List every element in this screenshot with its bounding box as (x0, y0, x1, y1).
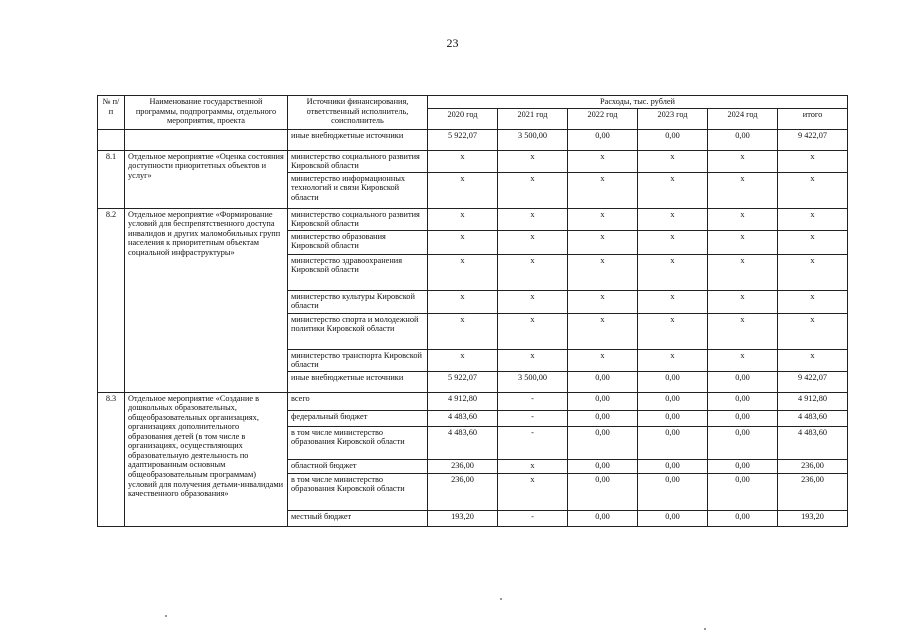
value-cell: x (638, 254, 708, 290)
value-cell: x (708, 313, 778, 349)
value-cell: 0,00 (708, 410, 778, 426)
item-name: Отдельное мероприятие «Формирование условий для беспрепятственного доступа инвалидов и других маломобильных групп населения к приоритетным объектам социальной инфраструктуры» (125, 208, 288, 392)
value-cell: 193,20 (778, 510, 848, 526)
value-cell: - (498, 510, 568, 526)
value-cell: x (638, 150, 708, 172)
value-cell: x (708, 230, 778, 254)
value-cell: 4 912,80 (428, 392, 498, 410)
value-cell: x (778, 349, 848, 371)
value-cell: 0,00 (638, 426, 708, 459)
value-cell: x (638, 172, 708, 208)
value-cell: x (428, 172, 498, 208)
value-cell: x (498, 290, 568, 313)
value-cell: 236,00 (778, 473, 848, 510)
value-cell: 4 483,60 (778, 410, 848, 426)
value-cell: x (428, 254, 498, 290)
value-cell: x (568, 349, 638, 371)
value-cell: x (568, 290, 638, 313)
value-cell: x (428, 313, 498, 349)
source-cell: иные внебюджетные источники (288, 371, 428, 392)
value-cell: 4 483,60 (428, 426, 498, 459)
value-cell: 0,00 (568, 510, 638, 526)
header-year-2023: 2023 год (638, 108, 708, 129)
value-cell: x (498, 459, 568, 473)
source-cell: областной бюджет (288, 459, 428, 473)
header-expenses: Расходы, тыс. рублей (428, 96, 848, 109)
value-cell: 193,20 (428, 510, 498, 526)
value-cell: x (428, 290, 498, 313)
value-cell: 0,00 (638, 459, 708, 473)
scan-speck (165, 615, 167, 617)
source-cell: местный бюджет (288, 510, 428, 526)
source-cell: министерство здравоохранения Кировской области (288, 254, 428, 290)
value-cell: x (638, 230, 708, 254)
item-number: 8.3 (98, 392, 125, 526)
value-cell: x (638, 349, 708, 371)
value-cell: x (568, 230, 638, 254)
value-cell: - (498, 392, 568, 410)
header-row (98, 96, 848, 109)
value-cell: 0,00 (568, 371, 638, 392)
value-cell: x (498, 254, 568, 290)
value-cell: 0,00 (708, 459, 778, 473)
value-cell: x (708, 150, 778, 172)
source-cell: министерство образования Кировской области (288, 230, 428, 254)
header-year-2024: 2024 год (708, 108, 778, 129)
value-cell: x (498, 208, 568, 230)
value-cell: x (498, 349, 568, 371)
value-cell: x (778, 254, 848, 290)
value-cell: x (708, 290, 778, 313)
value-cell: x (708, 172, 778, 208)
value-cell: 3 500,00 (498, 371, 568, 392)
source-cell: министерство социального развития Кировской области (288, 208, 428, 230)
value-cell: 4 483,60 (428, 410, 498, 426)
name-cell (125, 129, 288, 150)
source-cell: иные внебюджетные источники (288, 129, 428, 150)
item-number: 8.2 (98, 208, 125, 392)
value-cell: x (638, 313, 708, 349)
value-cell: 0,00 (638, 371, 708, 392)
value-cell: 236,00 (428, 459, 498, 473)
value-cell: x (428, 349, 498, 371)
value-cell: x (778, 208, 848, 230)
value-cell: x (778, 290, 848, 313)
header-name: Наименование государственной программы, подпрограммы, отдельного мероприятия, проекта (125, 96, 288, 130)
value-cell: x (638, 208, 708, 230)
item-number: 8.1 (98, 150, 125, 208)
value-cell: x (568, 313, 638, 349)
value-cell: 0,00 (638, 410, 708, 426)
header-year-2020: 2020 год (428, 108, 498, 129)
value-cell: 0,00 (638, 392, 708, 410)
value-cell: x (778, 172, 848, 208)
scan-speck (704, 628, 706, 630)
value-cell: 0,00 (638, 510, 708, 526)
value-cell: x (568, 150, 638, 172)
header-total: итого (778, 108, 848, 129)
item-name: Отдельное мероприятие «Оценка состояния доступности приоритетных объектов и услуг» (125, 150, 288, 208)
value-cell: x (638, 290, 708, 313)
value-cell: x (498, 172, 568, 208)
table-row (98, 392, 848, 410)
header-source: Источники финансирования, ответственный исполнитель, соисполнитель (288, 96, 428, 130)
source-cell: федеральный бюджет (288, 410, 428, 426)
value-cell: 0,00 (708, 510, 778, 526)
value-cell: x (778, 150, 848, 172)
value-cell: x (498, 230, 568, 254)
value-cell: 0,00 (708, 473, 778, 510)
value-cell: x (568, 254, 638, 290)
value-cell: x (498, 473, 568, 510)
value-cell: - (498, 410, 568, 426)
value-cell: x (778, 230, 848, 254)
value-cell: 5 922,07 (428, 371, 498, 392)
value-cell: 236,00 (778, 459, 848, 473)
source-cell: всего (288, 392, 428, 410)
value-cell: 0,00 (638, 473, 708, 510)
value-cell: x (708, 349, 778, 371)
value-cell: x (498, 150, 568, 172)
value-cell: x (708, 254, 778, 290)
value-cell: 9 422,07 (778, 371, 848, 392)
item-name: Отдельное мероприятие «Создание в дошкольных образовательных, общеобразовательных организациях, организациях дополнительного образования детей (в том числе в организациях, осуществляющих образовательную деятельность по адаптированным основным общеобразовательным программам) условий для получения детьми-инвалидами качественного образования» (125, 392, 288, 526)
scan-speck (500, 598, 502, 600)
source-cell: министерство культуры Кировской области (288, 290, 428, 313)
num-cell (98, 129, 125, 150)
value-cell: x (708, 208, 778, 230)
table-row (98, 150, 848, 172)
value-cell: 0,00 (568, 392, 638, 410)
value-cell: 5 922,07 (428, 129, 498, 150)
value-cell: x (568, 208, 638, 230)
value-cell: x (778, 313, 848, 349)
value-cell: x (428, 208, 498, 230)
value-cell: 236,00 (428, 473, 498, 510)
value-cell: x (428, 150, 498, 172)
value-cell: 0,00 (568, 459, 638, 473)
header-year-2022: 2022 год (568, 108, 638, 129)
value-cell: x (428, 230, 498, 254)
source-cell: в том числе министерство образования Кировской области (288, 426, 428, 459)
value-cell: 4 912,80 (778, 392, 848, 410)
value-cell: - (498, 426, 568, 459)
value-cell: 0,00 (708, 426, 778, 459)
header-num: № п/п (98, 96, 125, 130)
value-cell: 4 483,60 (778, 426, 848, 459)
value-cell: 0,00 (708, 392, 778, 410)
value-cell: 0,00 (568, 426, 638, 459)
value-cell: 9 422,07 (778, 129, 848, 150)
value-cell: 0,00 (708, 129, 778, 150)
source-cell: в том числе министерство образования Кировской области (288, 473, 428, 510)
value-cell: 0,00 (568, 410, 638, 426)
source-cell: министерство социального развития Кировской области (288, 150, 428, 172)
header-year-2021: 2021 год (498, 108, 568, 129)
value-cell: x (498, 313, 568, 349)
value-cell: 0,00 (568, 129, 638, 150)
value-cell: 0,00 (568, 473, 638, 510)
value-cell: 0,00 (708, 371, 778, 392)
financing-table (97, 95, 848, 527)
value-cell: x (568, 172, 638, 208)
source-cell: министерство транспорта Кировской области (288, 349, 428, 371)
table-row (98, 208, 848, 230)
page-number: 23 (446, 36, 459, 50)
value-cell: 3 500,00 (498, 129, 568, 150)
source-cell: министерство спорта и молодежной политики Кировской области (288, 313, 428, 349)
source-cell: министерство информационных технологий и связи Кировской области (288, 172, 428, 208)
table-row (98, 129, 848, 150)
value-cell: 0,00 (638, 129, 708, 150)
